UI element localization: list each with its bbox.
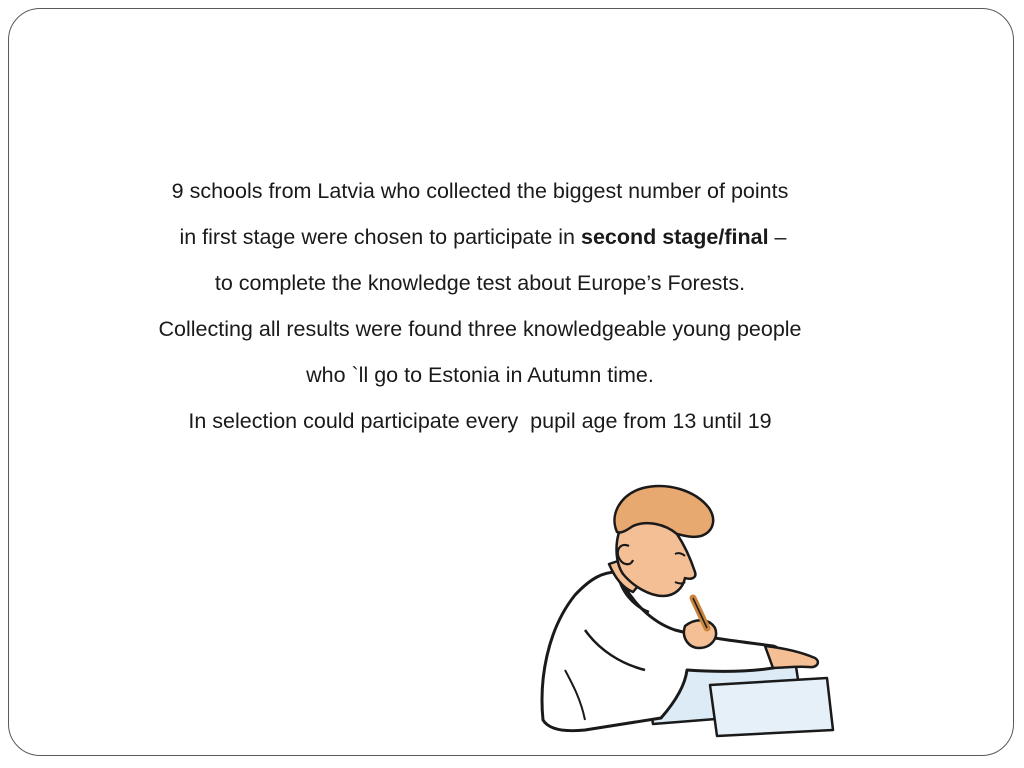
text-line-3: to complete the knowledge test about Europe’s Forests. <box>214 271 746 295</box>
right-hand <box>765 646 818 668</box>
text-line-2 <box>60 214 900 260</box>
paper-sheet-front <box>710 678 833 736</box>
text-line-2-end: – <box>768 225 787 249</box>
text-line-1: 9 schools from Latvia who collected the biggest number of points <box>171 179 789 203</box>
text-line-2-emphasis: second stage/final <box>580 225 769 249</box>
text-line-6: In selection could participate every pupil age from 13 until 19 <box>188 409 772 433</box>
text-line-2-start: in first stage were chosen to participate in <box>173 225 581 249</box>
text-line-4: Collecting all results were found three knowledgeable young people <box>158 317 802 341</box>
text-line-5: who `ll go to Estonia in Autumn time. <box>306 363 654 387</box>
writing-hand <box>684 620 716 648</box>
slide-body-text <box>60 168 900 444</box>
student-writing-illustration <box>525 480 845 740</box>
